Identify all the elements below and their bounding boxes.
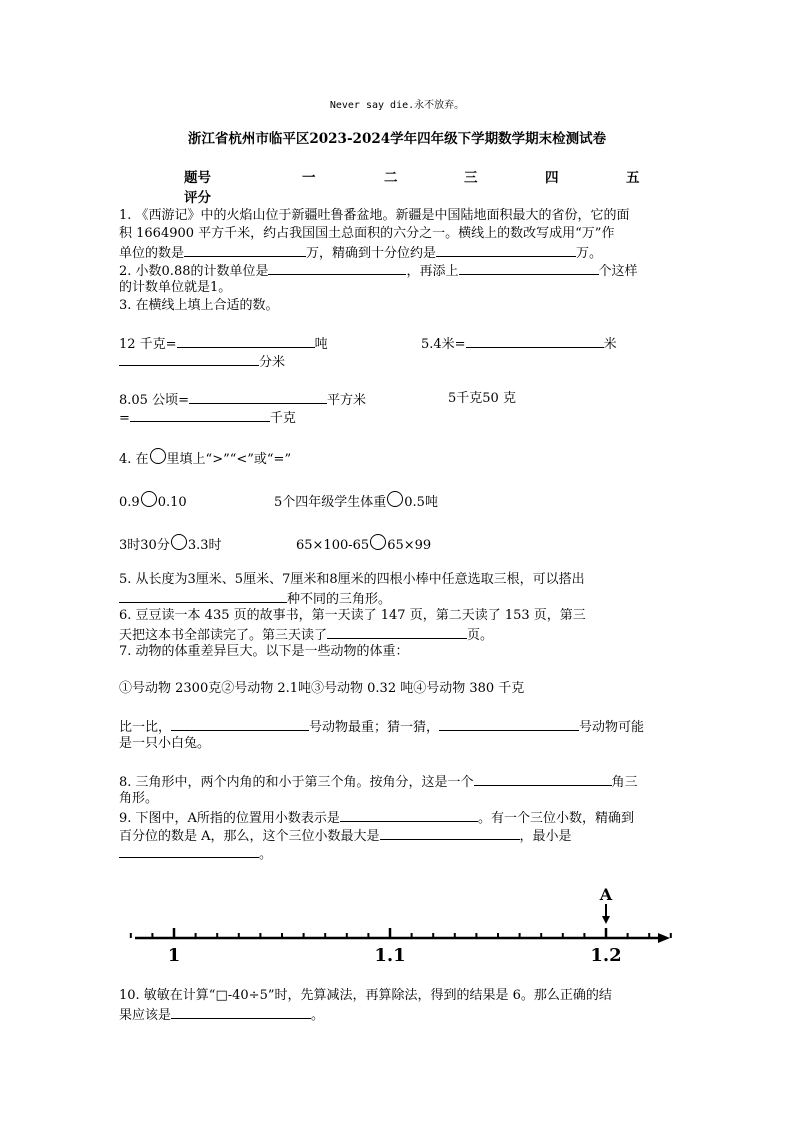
q3-item-c-text: 8.05 公顷=: [119, 393, 189, 408]
q4-item-4-right: 65×99: [387, 538, 432, 553]
q9-text-c: 百分位的数是 A，那么，这个三位小数最大是: [119, 829, 380, 844]
q2-text-c: 个这样: [598, 264, 638, 279]
q4-compare-circle-3[interactable]: [171, 534, 187, 550]
q9-text-d: ，最小是: [519, 829, 572, 844]
page-title: 浙江省杭州市临平区2023-2024学年四年级下学期数学期末检测试卷: [187, 131, 607, 147]
q4-item-1: [119, 491, 187, 512]
q4-item-3-left: 3时30分: [119, 538, 170, 553]
q3-item-b-unit: 米: [603, 337, 617, 352]
q3-answer-blank-d[interactable]: [130, 408, 270, 422]
q10-text-b: 。: [311, 1008, 325, 1023]
q5-answer-blank[interactable]: [119, 589, 287, 603]
number-line-label: 1.2: [590, 945, 622, 966]
q5-line-2: [119, 589, 391, 609]
q2-line-2: 的计数单位就是1。: [119, 280, 232, 295]
q9-answer-blank-3[interactable]: [119, 844, 259, 858]
q3-item-c: [119, 390, 366, 410]
q3-item-c-unit: 平方米: [326, 393, 366, 408]
q4-compare-circle-1[interactable]: [141, 491, 157, 507]
q3-item-b-cont: [119, 352, 285, 372]
q7-line-2: 是一只小白兔。: [119, 736, 211, 751]
q2-line-1: [119, 261, 638, 281]
q4-compare-circle-4[interactable]: [370, 534, 386, 550]
q3-item-a: [119, 334, 328, 354]
q5-line-1: 5. 从长度为3厘米、5厘米、7厘米和8厘米的四根小棒中任意选取三根，可以搭出: [119, 572, 585, 587]
q3-answer-blank-c[interactable]: [189, 390, 327, 404]
q1-line-2: 积 1664900 平方千米，约占我国国土总面积的六分之一。横线上的数改写成用“万”作: [119, 226, 615, 241]
score-table-col-2: 二: [384, 170, 398, 186]
q4-item-2: [274, 491, 438, 512]
score-table-col-3: 三: [464, 170, 478, 186]
arrow-right-icon: [658, 933, 670, 943]
q4-intro: [119, 448, 291, 469]
q3-item-b-text: 5.4米=: [421, 337, 466, 352]
q4-intro-b: 里填上“>”“<”或“=”: [166, 452, 292, 467]
q8-line-1: [119, 772, 638, 792]
score-table-col-1: 一: [302, 170, 316, 186]
q6-text-a: 天把这本书全部读完了。第三天读了: [119, 628, 328, 643]
number-line-label: 1.1: [374, 945, 406, 966]
q9-answer-blank-2[interactable]: [380, 826, 520, 840]
q4-item-2-left: 5个四年级学生体重: [274, 495, 387, 510]
q4-item-2-right: 0.5吨: [404, 495, 438, 510]
q9-answer-blank-1[interactable]: [340, 808, 478, 822]
arrow-down-icon: [602, 916, 610, 924]
q3-item-d-cont: [119, 408, 296, 428]
q10-line-2: [119, 1005, 324, 1025]
q4-item-4: [296, 534, 431, 555]
q2-text-a: 2. 小数0.88的计数单位是: [119, 264, 269, 279]
q4-item-1-left: 0.9: [119, 495, 140, 510]
q8-line-2: 角形。: [119, 791, 159, 806]
q3-answer-blank-b2[interactable]: [119, 352, 259, 366]
q1-text-b: 万，精确到十分位约是: [306, 246, 437, 261]
q4-item-4-left: 65×100-65: [296, 538, 370, 553]
q9-text-b: 。有一个三位小数，精确到: [477, 811, 634, 826]
q8-text-b: 角三: [611, 775, 638, 790]
q8-text-a: 8. 三角形中，两个内角的和小于第三个角。按角分，这是一个: [119, 775, 474, 790]
q9-text-a: 9. 下图中，A所指的位置用小数表示是: [119, 811, 340, 826]
score-table-col-4: 四: [545, 170, 559, 186]
q1-text-c: 万。: [576, 246, 603, 261]
circle-icon: [150, 448, 166, 464]
q9-line-3: [119, 844, 272, 864]
q1-line-3: [119, 243, 602, 263]
q4-item-1-right: 0.10: [157, 495, 187, 510]
q1-text-a: 单位的数是: [119, 246, 185, 261]
q6-answer-blank[interactable]: [327, 625, 467, 639]
q3-item-b2-unit: 分米: [259, 355, 286, 370]
q9-line-1: [119, 808, 634, 828]
q3-item-a-text: 12 千克=: [119, 337, 177, 352]
q7-text-b: 号动物最重；猜一猜，: [309, 720, 440, 735]
q3-item-d-unit: 千克: [269, 411, 296, 426]
number-line-marker-label: A: [599, 885, 613, 904]
q6-line-1: 6. 豆豆读一本 435 页的故事书，第一天读了 147 页，第二天读了 153 页，第三: [119, 608, 586, 623]
q3-item-d: 5千克50 克: [448, 391, 516, 406]
q7-answer-blank-1[interactable]: [171, 717, 309, 731]
q4-item-3-right: 3.3时: [187, 538, 222, 553]
q2-answer-blank-1[interactable]: [268, 261, 406, 275]
score-table-col-5: 五: [626, 170, 640, 186]
q7-intro: 7. 动物的体重差异巨大。以下是一些动物的体重：: [119, 644, 409, 659]
q1-line-1: 1. 《西游记》中的火焰山位于新疆吐鲁番盆地。新疆是中国陆地面积最大的省份，它的面: [119, 208, 630, 223]
q1-answer-blank-2[interactable]: [436, 243, 576, 257]
q4-intro-a: 4. 在: [119, 452, 149, 467]
q2-answer-blank-2[interactable]: [459, 261, 599, 275]
motto: Never say die.永不放弃。: [329, 100, 465, 111]
q10-text-a: 果应该是: [119, 1008, 172, 1023]
q9-text-e: 。: [259, 847, 273, 862]
q8-answer-blank[interactable]: [474, 772, 612, 786]
q3-answer-blank-b1[interactable]: [466, 334, 604, 348]
q6-line-2: [119, 625, 493, 645]
q7-text-a: 比一比，: [119, 720, 172, 735]
q10-line-1: 10. 敏敏在计算“□-40÷5”时，先算减法，再算除法，得到的结果是 6。那么正确的结: [119, 988, 612, 1003]
q3-intro: 3. 在横线上填上合适的数。: [119, 298, 279, 313]
q3-item-a-unit: 吨: [314, 337, 328, 352]
q7-text-c: 号动物可能: [579, 720, 645, 735]
q4-compare-circle-2[interactable]: [387, 491, 403, 507]
q6-text-b: 页。: [467, 628, 494, 643]
number-line-label: 1: [167, 945, 181, 966]
q2-text-b: ，再添上: [406, 264, 459, 279]
q3-item-d2-text: =: [119, 411, 130, 426]
q7-line-1: [119, 717, 644, 737]
q5-text: 种不同的三角形。: [287, 592, 392, 607]
q7-animals: ①号动物 2300克②号动物 2.1吨③号动物 0.32 吨④号动物 380 千克: [119, 681, 525, 696]
q7-answer-blank-2[interactable]: [439, 717, 579, 731]
number-line-figure: [120, 880, 680, 970]
q3-answer-blank-a[interactable]: [177, 334, 315, 348]
q4-item-3: [119, 534, 222, 555]
score-table-score-label: 评分: [184, 190, 211, 206]
q10-answer-blank[interactable]: [171, 1005, 311, 1019]
q1-answer-blank-1[interactable]: [184, 243, 306, 257]
score-table-header-label: 题号: [184, 170, 211, 186]
q9-line-2: [119, 826, 572, 846]
q3-item-b: [421, 334, 617, 354]
